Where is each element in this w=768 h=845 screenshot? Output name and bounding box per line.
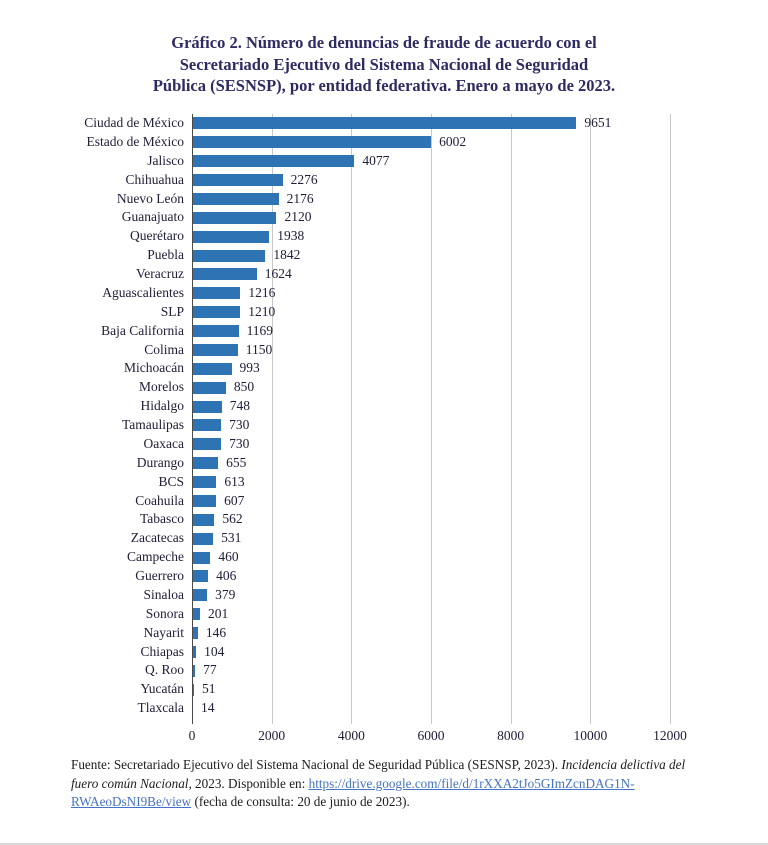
value-label: 748	[229, 398, 251, 414]
value-label: 379	[215, 586, 236, 602]
y-axis-line	[192, 114, 193, 724]
x-tick-label-2000: 2000	[258, 728, 286, 743]
bar	[192, 476, 216, 488]
value-label: 14	[201, 700, 215, 716]
bar-row	[0, 322, 768, 341]
bar-row	[0, 171, 768, 190]
bar	[192, 570, 208, 582]
bar	[192, 419, 221, 431]
value-label: 51	[202, 681, 216, 697]
bar	[192, 231, 269, 243]
x-tick-label-10000: 10000	[573, 728, 608, 743]
value-label: 1216	[248, 284, 276, 300]
x-tick-label-6000: 6000	[417, 728, 445, 743]
value-label: 2176	[286, 190, 314, 206]
bar-row	[0, 284, 768, 303]
bar-row	[0, 492, 768, 511]
bar-row	[0, 303, 768, 322]
source-note	[71, 756, 715, 812]
bar	[192, 268, 257, 280]
x-tick-label-8000: 8000	[497, 728, 525, 743]
category-label: Querétaro	[130, 228, 184, 244]
category-label: SLP	[160, 303, 184, 319]
source-middle: , 2023. Disponible en:	[188, 775, 309, 791]
category-label: Morelos	[139, 379, 184, 395]
value-label: 993	[239, 360, 260, 376]
bar-row	[0, 246, 768, 265]
category-label: Sonora	[145, 605, 184, 621]
value-label: 850	[233, 379, 255, 395]
source-url-link[interactable]: https://drive.google.com/file/d/1rXXA2tJo5GImZcnDAG1N-RWAeoDsNI9Be/view	[71, 775, 635, 809]
value-label: 77	[203, 662, 217, 678]
bar-row	[0, 699, 768, 718]
category-label: Oaxaca	[143, 435, 184, 451]
category-label: Michoacán	[124, 360, 184, 376]
category-label: Durango	[136, 454, 184, 470]
bar	[192, 552, 210, 564]
bar	[192, 401, 222, 413]
value-label: 460	[218, 549, 239, 565]
bar-row	[0, 190, 768, 209]
value-label: 607	[224, 492, 245, 508]
value-label: 730	[229, 417, 250, 432]
source-suffix: (fecha de consulta: 20 de junio de 2023).	[191, 794, 410, 809]
bar	[192, 155, 354, 167]
category-label: Nayarit	[143, 624, 184, 640]
bar	[192, 117, 576, 129]
chart-title	[64, 32, 704, 97]
bar-row	[0, 397, 768, 416]
source-work-title: Incidencia delictiva del fuero común Nacional	[71, 757, 686, 791]
category-label: Nuevo León	[116, 190, 184, 206]
category-label: Guerrero	[135, 568, 184, 583]
chart-title-line-3: Pública (SESNSP), por entidad federativa. Enero a mayo de 2023.	[152, 76, 616, 95]
value-label: 146	[205, 624, 227, 640]
category-label: Q. Roo	[144, 662, 184, 678]
bar	[192, 438, 221, 450]
value-label: 1624	[264, 266, 292, 281]
value-label: 104	[204, 643, 225, 659]
x-tick-label-0: 0	[188, 728, 196, 743]
value-label: 1210	[248, 303, 276, 319]
bar-row	[0, 605, 768, 624]
x-tick-label-12000: 12000	[653, 728, 687, 743]
bar-row	[0, 454, 768, 473]
bar-row	[0, 227, 768, 246]
bar-row	[0, 359, 768, 378]
value-label: 1169	[246, 322, 274, 338]
bar-row	[0, 152, 768, 171]
bar-row	[0, 661, 768, 680]
value-label: 2120	[284, 209, 312, 225]
category-label: Guanajuato	[121, 209, 184, 225]
bar-row	[0, 133, 768, 152]
category-label: Yucatán	[140, 681, 184, 697]
bar	[192, 344, 238, 356]
value-label: 2276	[290, 171, 318, 187]
category-label: Tamaulipas	[121, 417, 184, 432]
bar	[192, 382, 226, 394]
category-label: Hidalgo	[140, 398, 184, 414]
value-label: 655	[226, 454, 247, 470]
category-label: Veracruz	[136, 266, 184, 281]
category-label: Sinaloa	[143, 586, 184, 602]
bar	[192, 514, 214, 526]
bar	[192, 589, 207, 601]
bar	[192, 608, 200, 620]
bar-row	[0, 624, 768, 643]
category-label: Ciudad de México	[84, 115, 184, 130]
value-label: 1938	[277, 228, 305, 244]
category-label: Estado de México	[86, 133, 184, 149]
category-label: Coahuila	[135, 492, 184, 508]
value-label: 4077	[362, 152, 390, 168]
category-label: Chiapas	[140, 643, 184, 659]
bar-row	[0, 208, 768, 227]
category-label: Aguascalientes	[102, 284, 184, 300]
value-label: 201	[208, 605, 229, 621]
bar-row	[0, 567, 768, 586]
category-label: BCS	[158, 473, 184, 489]
value-label: 1150	[245, 341, 273, 357]
category-label: Tlaxcala	[137, 700, 184, 716]
value-label: 9651	[584, 115, 612, 130]
bar-row	[0, 435, 768, 454]
bar-row	[0, 510, 768, 529]
value-label: 531	[221, 530, 242, 546]
bar	[192, 212, 276, 224]
value-label: 6002	[439, 133, 467, 149]
category-label: Campeche	[127, 549, 184, 565]
category-label: Tabasco	[139, 511, 184, 527]
bar-row	[0, 114, 768, 133]
chart-title-line-1: Gráfico 2. Número de denuncias de fraude de acuerdo con el	[171, 33, 597, 52]
bar	[192, 287, 240, 299]
category-label: Chihuahua	[125, 171, 184, 187]
bar-row	[0, 548, 768, 567]
bar-chart	[0, 114, 768, 754]
bar	[192, 136, 431, 148]
value-label: 562	[222, 511, 243, 527]
bar-row	[0, 586, 768, 605]
bar	[192, 193, 279, 205]
bar-row	[0, 265, 768, 284]
value-label: 1842	[273, 247, 301, 263]
bar	[192, 363, 232, 375]
category-label: Jalisco	[147, 152, 184, 168]
category-label: Colima	[144, 341, 184, 357]
x-tick-label-4000: 4000	[337, 728, 365, 743]
bar	[192, 174, 283, 186]
bar-row	[0, 643, 768, 662]
category-label: Baja California	[101, 322, 184, 338]
bar	[192, 306, 240, 318]
bar-row	[0, 529, 768, 548]
bar	[192, 457, 218, 469]
bar	[192, 325, 239, 337]
bar-row	[0, 378, 768, 397]
source-prefix: Fuente: Secretariado Ejecutivo del Sistema Nacional de Seguridad Pública (SESNSP, 2023).	[71, 757, 562, 772]
bar	[192, 250, 265, 262]
value-label: 730	[229, 435, 250, 451]
bar	[192, 495, 216, 507]
value-label: 406	[216, 568, 237, 583]
value-label: 613	[224, 473, 245, 489]
bar	[192, 533, 213, 545]
category-label: Puebla	[147, 247, 184, 263]
bar-row	[0, 473, 768, 492]
category-label: Zacatecas	[130, 530, 184, 546]
bar-row	[0, 341, 768, 360]
chart-title-line-2: Secretariado Ejecutivo del Sistema Nacional de Seguridad	[179, 54, 589, 74]
bar-row	[0, 680, 768, 699]
bar-row	[0, 416, 768, 435]
